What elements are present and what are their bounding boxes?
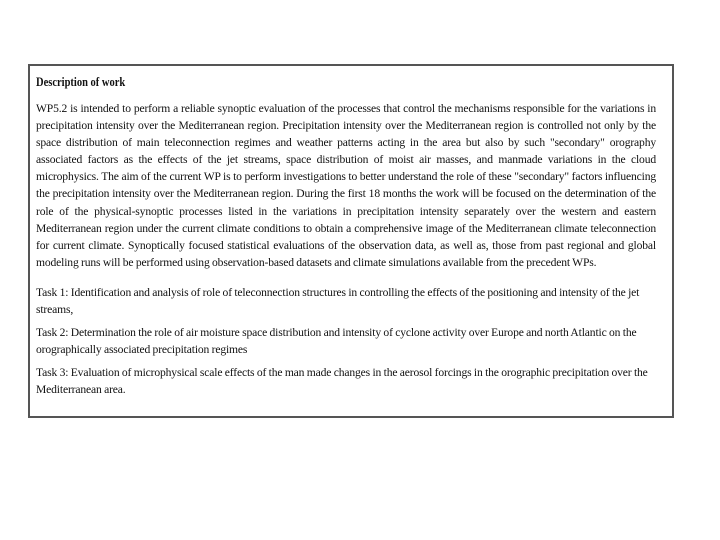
task-3: Task 3: Evaluation of microphysical scale effects of the man made changes in the aerosol forcings in the orographic precipitation over the Mediterranean area. — [36, 366, 648, 396]
task-1: Task 1: Identification and analysis of role of teleconnection structures in controlling the effects of the positioning and intensity of the jet streams, — [36, 286, 640, 316]
task-2: Task 2: Determination the role of air moisture space distribution and intensity of cyclone activity over Europe and north Atlantic on the orographically associated precipitation regimes — [36, 326, 637, 356]
description-paragraph: WP5.2 is intended to perform a reliable synoptic evaluation of the processes that control the mechanisms responsible for the variations in precipitation intensity over the Mediterranean region. Precipitation intensity over the Mediterranean region is controlled not only by the space distribution of main teleconnection regimes and weather patterns acting in the area but also by such "secondary" orography associated factors as the effects of the jet streams, space distribution of moist air masses, and manmade variations in the cloud microphysics. The aim of the current WP is to perform investigations to better understand the role of these "secondary" factors influencing the precipitation intensity over the Mediterranean region. During the first 18 months the work will be focused on the determination of the role of the physical-synoptic processes listed in the variations in precipitation intensity separately over the western and eastern Mediterranean region under the current climate conditions to obtain a comprehensive image of the Mediterranean climate teleconnection for current climate. Synoptically focused statistical evaluations of the observation data, as well as, those from past regional and global modeling runs will be performed using observation-based datasets and climate simulations available from the precedent WPs. — [36, 102, 656, 269]
task-list — [36, 284, 668, 404]
description-of-work-box — [28, 64, 674, 418]
section-heading: Description of work — [36, 75, 126, 89]
